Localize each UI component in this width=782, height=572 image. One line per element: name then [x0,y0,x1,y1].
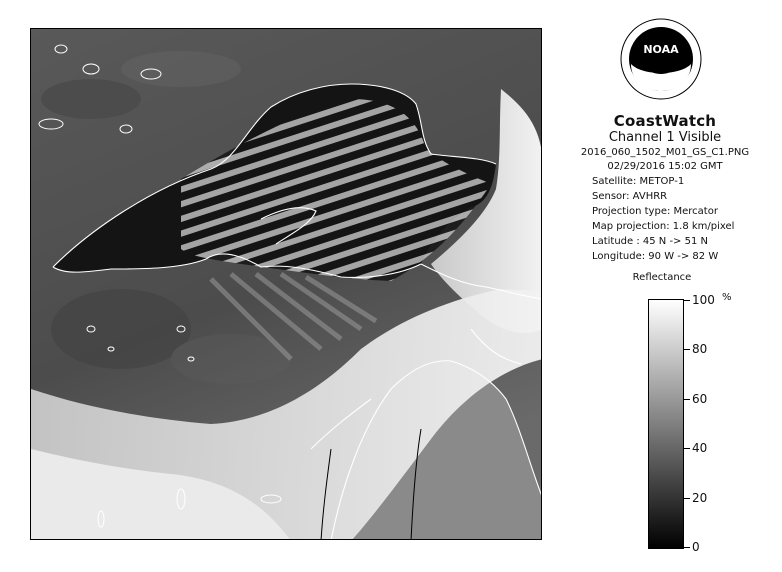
legend-title: Reflectance [632,272,692,283]
satellite-image [30,28,542,540]
colorbar-tick [684,498,690,499]
colorbar-tick [684,349,690,350]
colorbar-tick [684,300,690,301]
reflectance-colorbar [648,299,684,549]
map-projection: Map projection: 1.8 km/pixel [592,221,735,232]
satellite-map [31,29,542,540]
colorbar-tick-label: 80 [692,342,708,356]
colorbar-tick [684,547,690,548]
noaa-logo [620,18,702,100]
colorbar-tick-label: 0 [692,540,700,554]
colorbar-tick-label: 100 [692,293,715,307]
brand-title: CoastWatch [613,112,717,130]
date-time: 02/29/2016 15:02 GMT [607,161,723,172]
longitude: Longitude: 90 W -> 82 W [592,251,719,262]
logo-text: NOAA [643,43,679,56]
filename: 2016_060_1502_M01_GS_C1.PNG [580,147,750,158]
legend-unit: % [722,292,732,303]
colorbar-tick-label: 20 [692,491,708,505]
image-metadata [560,112,770,264]
channel-label: Channel 1 Visible [608,130,722,145]
latitude: Latitude : 45 N -> 51 N [592,236,708,247]
satellite: Satellite: METOP-1 [592,176,685,187]
colorbar-tick-label: 40 [692,441,708,455]
colorbar-tick-label: 60 [692,392,708,406]
colorbar-tick [684,448,690,449]
colorbar-tick [684,399,690,400]
projection-type: Projection type: Mercator [592,206,718,217]
sensor: Sensor: AVHRR [592,191,668,202]
